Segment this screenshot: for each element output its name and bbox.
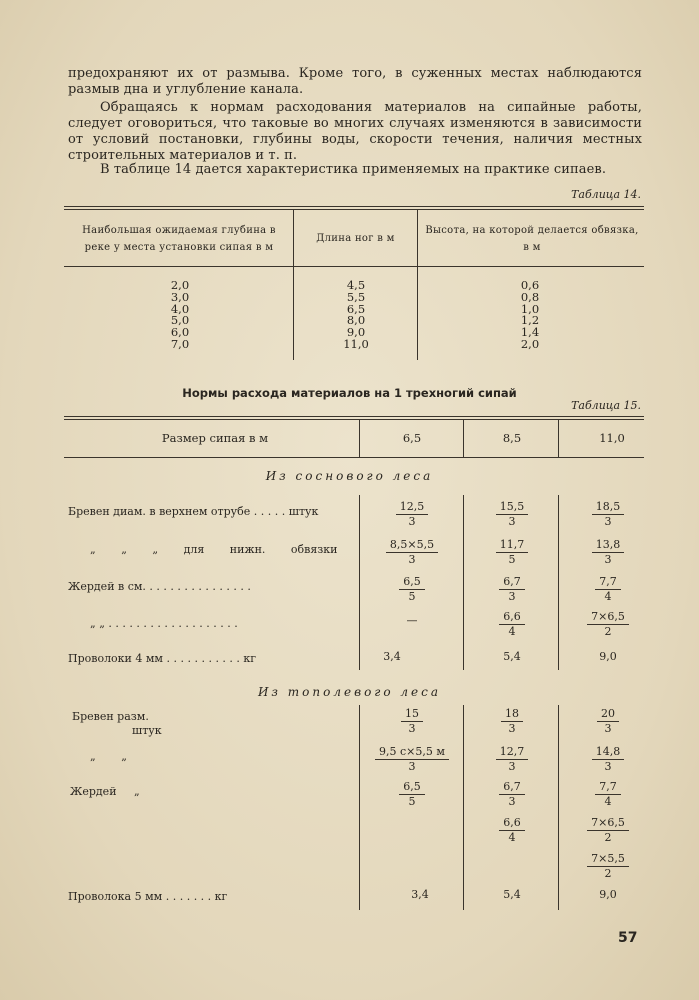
row-label: Проволоки 4 мм . . . . . . . . . . . кг <box>68 652 257 665</box>
numerator: 9,5 с×5,5 м <box>375 745 449 760</box>
table15-title: Нормы расхода материалов на 1 трехногий сипай <box>182 386 517 400</box>
paragraph-3: В таблице 14 дается характеристика применяемых на практике сипаев. <box>100 162 607 177</box>
row-label: Жердей в см. . . . . . . . . . . . . . . . <box>68 580 251 593</box>
numerator: 7×6,5 <box>587 816 629 831</box>
fraction-cell <box>472 707 552 736</box>
table15-body-divider-3a <box>558 495 559 670</box>
table14-caption: Таблица 14. <box>571 188 641 201</box>
fraction-cell <box>568 575 648 604</box>
row-label: „ „ . . . . . . . . . . . . . . . . . . . <box>90 617 238 630</box>
numerator: 18 <box>501 707 523 722</box>
table14-col-leg <box>334 280 378 351</box>
numerator: 6,7 <box>499 575 525 590</box>
table15-header-size-3: 11,0 <box>599 431 625 445</box>
table-cell: 0,6 <box>520 278 540 292</box>
fraction-cell <box>568 780 648 809</box>
paragraph-2: Обращаясь к нормам расходования материалов на сипайные работы, следует оговориться, что таковые во многих случаях изменяются в зависимости от условий постановки, глубины воды, скорости течения, наличия местных строительных материалов и т. п. <box>68 100 642 163</box>
table-cell: 11,0 <box>343 336 369 351</box>
row-label: „ „ <box>90 750 127 763</box>
denominator: 3 <box>604 760 612 773</box>
table14-header-depth: Наибольшая ожидаемая глубина в реке у места установки сипая в м <box>82 225 276 253</box>
fraction-cell <box>568 745 648 774</box>
table14-header-rule <box>64 266 644 267</box>
table-cell: 2,0 <box>170 278 190 292</box>
denominator: 3 <box>408 722 416 735</box>
table-cell: 1,4 <box>520 325 540 340</box>
denominator: 4 <box>508 831 516 844</box>
table15-header-rule <box>64 457 644 458</box>
fraction-cell <box>472 610 552 639</box>
fraction-cell <box>472 500 552 529</box>
denominator: 3 <box>408 553 416 566</box>
table15-body-divider-3b <box>558 705 559 910</box>
table15-header-label: Размер сипая в м <box>161 431 269 445</box>
table15-body-divider-1a <box>359 495 360 670</box>
denominator: 4 <box>604 795 612 808</box>
denominator: 5 <box>408 590 416 603</box>
table15-head-divider-1 <box>359 420 360 457</box>
table14-top-rule-2 <box>64 209 644 210</box>
table14-top-rule <box>64 206 644 207</box>
section-pine: Из соснового леса <box>265 469 434 483</box>
table15-header-size-1: 6,5 <box>402 431 422 445</box>
fraction-cell <box>568 538 648 567</box>
denominator: 3 <box>604 515 612 528</box>
table14-divider-1 <box>293 210 294 360</box>
table-cell: 5,0 <box>170 313 190 328</box>
table14-col-depth <box>160 280 200 351</box>
table-cell: 4,0 <box>170 301 190 316</box>
value-cell: 3,4 <box>383 650 401 663</box>
row-label: „ „ „ для нижн. обвязки <box>90 543 338 556</box>
denominator: 3 <box>604 722 612 735</box>
denominator: 3 <box>408 515 416 528</box>
numerator: 11,7 <box>496 538 529 553</box>
table-cell: 8,0 <box>346 313 366 328</box>
fraction-cell <box>372 780 452 809</box>
table-cell: 2,0 <box>520 336 540 351</box>
table14-divider-2 <box>417 210 418 360</box>
table-cell: 9,0 <box>346 325 366 340</box>
numerator: 7,7 <box>595 780 621 795</box>
denominator: 3 <box>508 590 516 603</box>
numerator: 7×6,5 <box>587 610 629 625</box>
table15-body-divider-2b <box>463 705 464 910</box>
fraction-cell <box>472 780 552 809</box>
table14-header-leg: Длина ног в м <box>316 233 395 244</box>
table-cell: 4,5 <box>346 278 366 292</box>
denominator: 4 <box>508 625 516 638</box>
fraction-cell <box>568 707 648 736</box>
denominator: 2 <box>604 831 612 844</box>
fraction-cell <box>568 500 648 529</box>
table15-body-divider-1b <box>359 705 360 910</box>
row-label: Бревен диам. в верхнем отрубе . . . . . штук <box>68 505 319 518</box>
denominator: 3 <box>508 722 516 735</box>
numerator: 7,7 <box>595 575 621 590</box>
numerator: 6,5 <box>399 575 425 590</box>
fraction-cell <box>372 538 452 567</box>
numerator: 12,5 <box>396 500 429 515</box>
fraction-cell <box>472 575 552 604</box>
numerator: 6,5 <box>399 780 425 795</box>
value-cell: 5,4 <box>503 888 521 901</box>
fraction-cell <box>372 575 452 604</box>
denominator: 5 <box>408 795 416 808</box>
fraction-cell <box>472 538 552 567</box>
numerator: 13,8 <box>592 538 625 553</box>
table15-top-rule <box>64 416 644 417</box>
denominator: 3 <box>508 515 516 528</box>
table-cell: 1,2 <box>520 313 540 328</box>
numerator: 20 <box>597 707 619 722</box>
empty-cell-dash: — <box>406 614 418 627</box>
value-cell: 5,4 <box>503 650 521 663</box>
fraction-cell <box>472 745 552 774</box>
numerator: 8,5×5,5 <box>386 538 438 553</box>
row-label: Бревен разм. <box>72 710 149 723</box>
numerator: 15 <box>401 707 423 722</box>
table-cell: 3,0 <box>170 289 190 304</box>
table15-head-divider-2 <box>463 420 464 457</box>
denominator: 3 <box>508 760 516 773</box>
table15-head-divider-3 <box>558 420 559 457</box>
table-cell: 6,0 <box>170 325 190 340</box>
numerator: 12,7 <box>496 745 529 760</box>
numerator: 15,5 <box>496 500 529 515</box>
denominator: 3 <box>508 795 516 808</box>
numerator: 18,5 <box>592 500 625 515</box>
numerator: 6,6 <box>499 610 525 625</box>
table-cell: 0,8 <box>520 289 540 304</box>
denominator: 5 <box>508 553 516 566</box>
fraction-cell <box>568 610 648 639</box>
table15-top-rule-2 <box>64 419 644 420</box>
numerator: 6,7 <box>499 780 525 795</box>
value-cell: 3,4 <box>411 888 429 901</box>
fraction-cell <box>366 745 458 774</box>
row-label: Проволока 5 мм . . . . . . . кг <box>68 890 228 903</box>
page-number: 57 <box>618 930 638 946</box>
fraction-cell <box>568 852 648 881</box>
section-poplar: Из тополевого леса <box>257 685 442 699</box>
table14-col-height <box>510 280 550 351</box>
denominator: 3 <box>408 760 416 773</box>
row-label: Жердей „ <box>70 785 140 798</box>
denominator: 4 <box>604 590 612 603</box>
numerator: 6,6 <box>499 816 525 831</box>
fraction-cell <box>472 816 552 845</box>
paragraph-1: предохраняют их от размыва. Кроме того, в суженных местах наблюдаются размыв дна и углубление канала. <box>68 66 642 97</box>
numerator: 14,8 <box>592 745 625 760</box>
table15-caption: Таблица 15. <box>571 399 641 412</box>
value-cell: 9,0 <box>599 650 617 663</box>
value-cell: 9,0 <box>599 888 617 901</box>
denominator: 3 <box>604 553 612 566</box>
row-label: штук <box>132 724 162 737</box>
table-cell: 5,5 <box>346 289 366 304</box>
denominator: 2 <box>604 867 612 880</box>
fraction-cell <box>568 816 648 845</box>
fraction-cell <box>372 707 452 736</box>
table-cell: 1,0 <box>520 301 540 316</box>
fraction-cell <box>372 500 452 529</box>
denominator: 2 <box>604 625 612 638</box>
numerator: 7×5,5 <box>587 852 629 867</box>
table15-body-divider-2a <box>463 495 464 670</box>
table14-header-height: Высота, на которой делается обвязка, в м <box>425 225 639 253</box>
table15-header-size-2: 8,5 <box>502 431 522 445</box>
table-cell: 7,0 <box>170 336 190 351</box>
table-cell: 6,5 <box>346 301 366 316</box>
